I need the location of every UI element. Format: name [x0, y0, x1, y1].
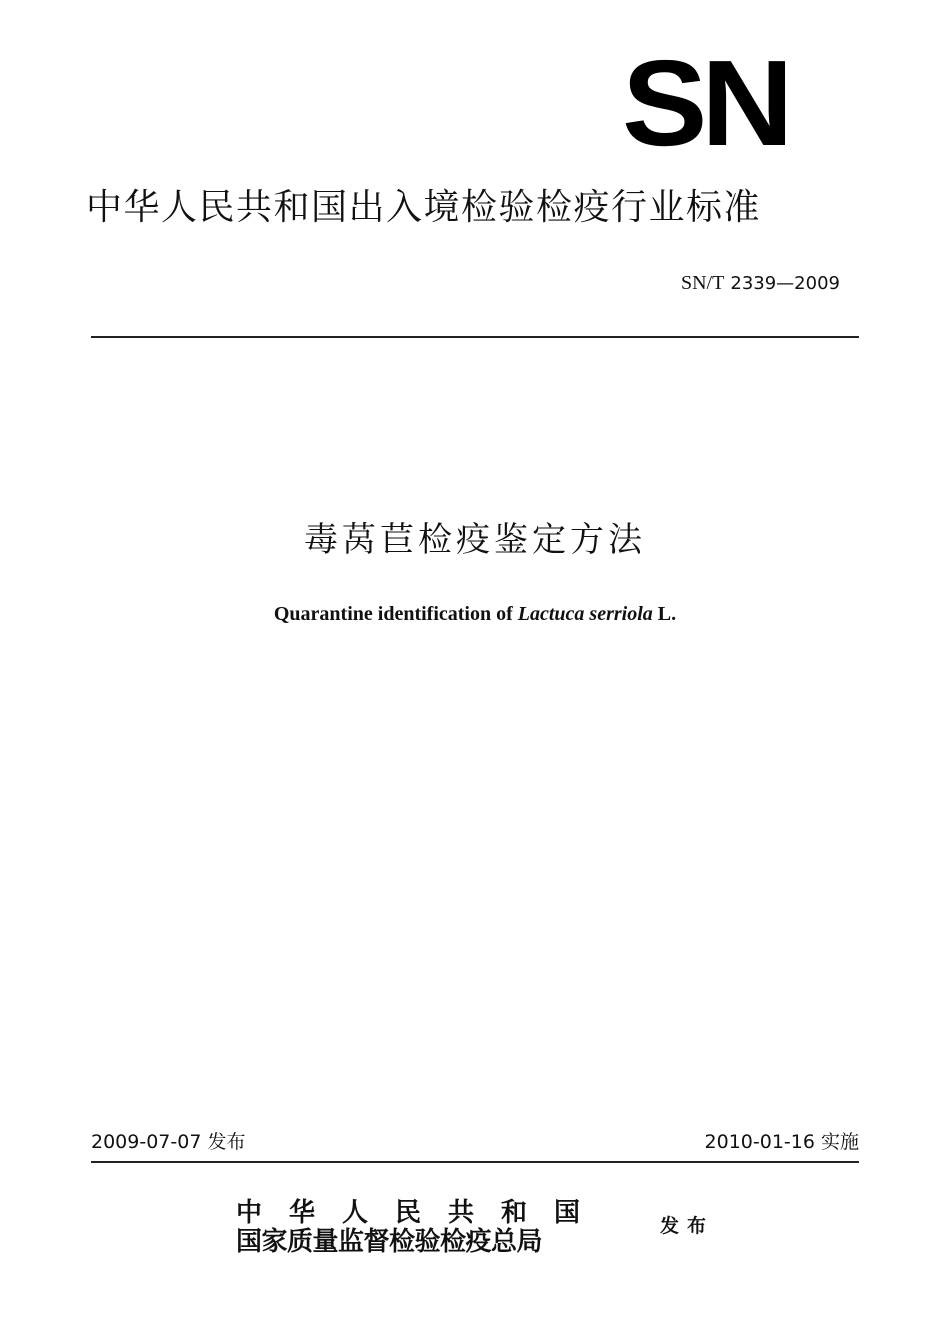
top-divider	[91, 336, 859, 338]
issuer-country: 中华人民共和国	[236, 1198, 608, 1228]
sn-logo: SN	[622, 35, 788, 171]
standard-number-prefix: SN/T	[680, 272, 725, 294]
issuer-agency: 国家质量监督检验检疫总局	[236, 1227, 543, 1257]
document-title-chinese: 毒莴苣检疫鉴定方法	[304, 520, 646, 560]
issue-action: 发布	[660, 1215, 715, 1237]
english-title-suffix: L.	[657, 603, 677, 625]
standard-number	[600, 270, 840, 297]
implementation-date: 2010-01-16 实施	[704, 1131, 859, 1153]
issue-date: 2009-07-07 发布	[91, 1131, 246, 1153]
document-title-english	[0, 599, 950, 629]
standard-number-value: 2339—2009	[730, 273, 840, 294]
bottom-divider	[91, 1161, 859, 1163]
standard-category-title: 中华人民共和国出入境检验检疫行业标准	[86, 187, 762, 228]
english-title-prefix: Quarantine identification of	[273, 603, 513, 625]
english-title-species: Lactuca serriola	[517, 603, 653, 625]
